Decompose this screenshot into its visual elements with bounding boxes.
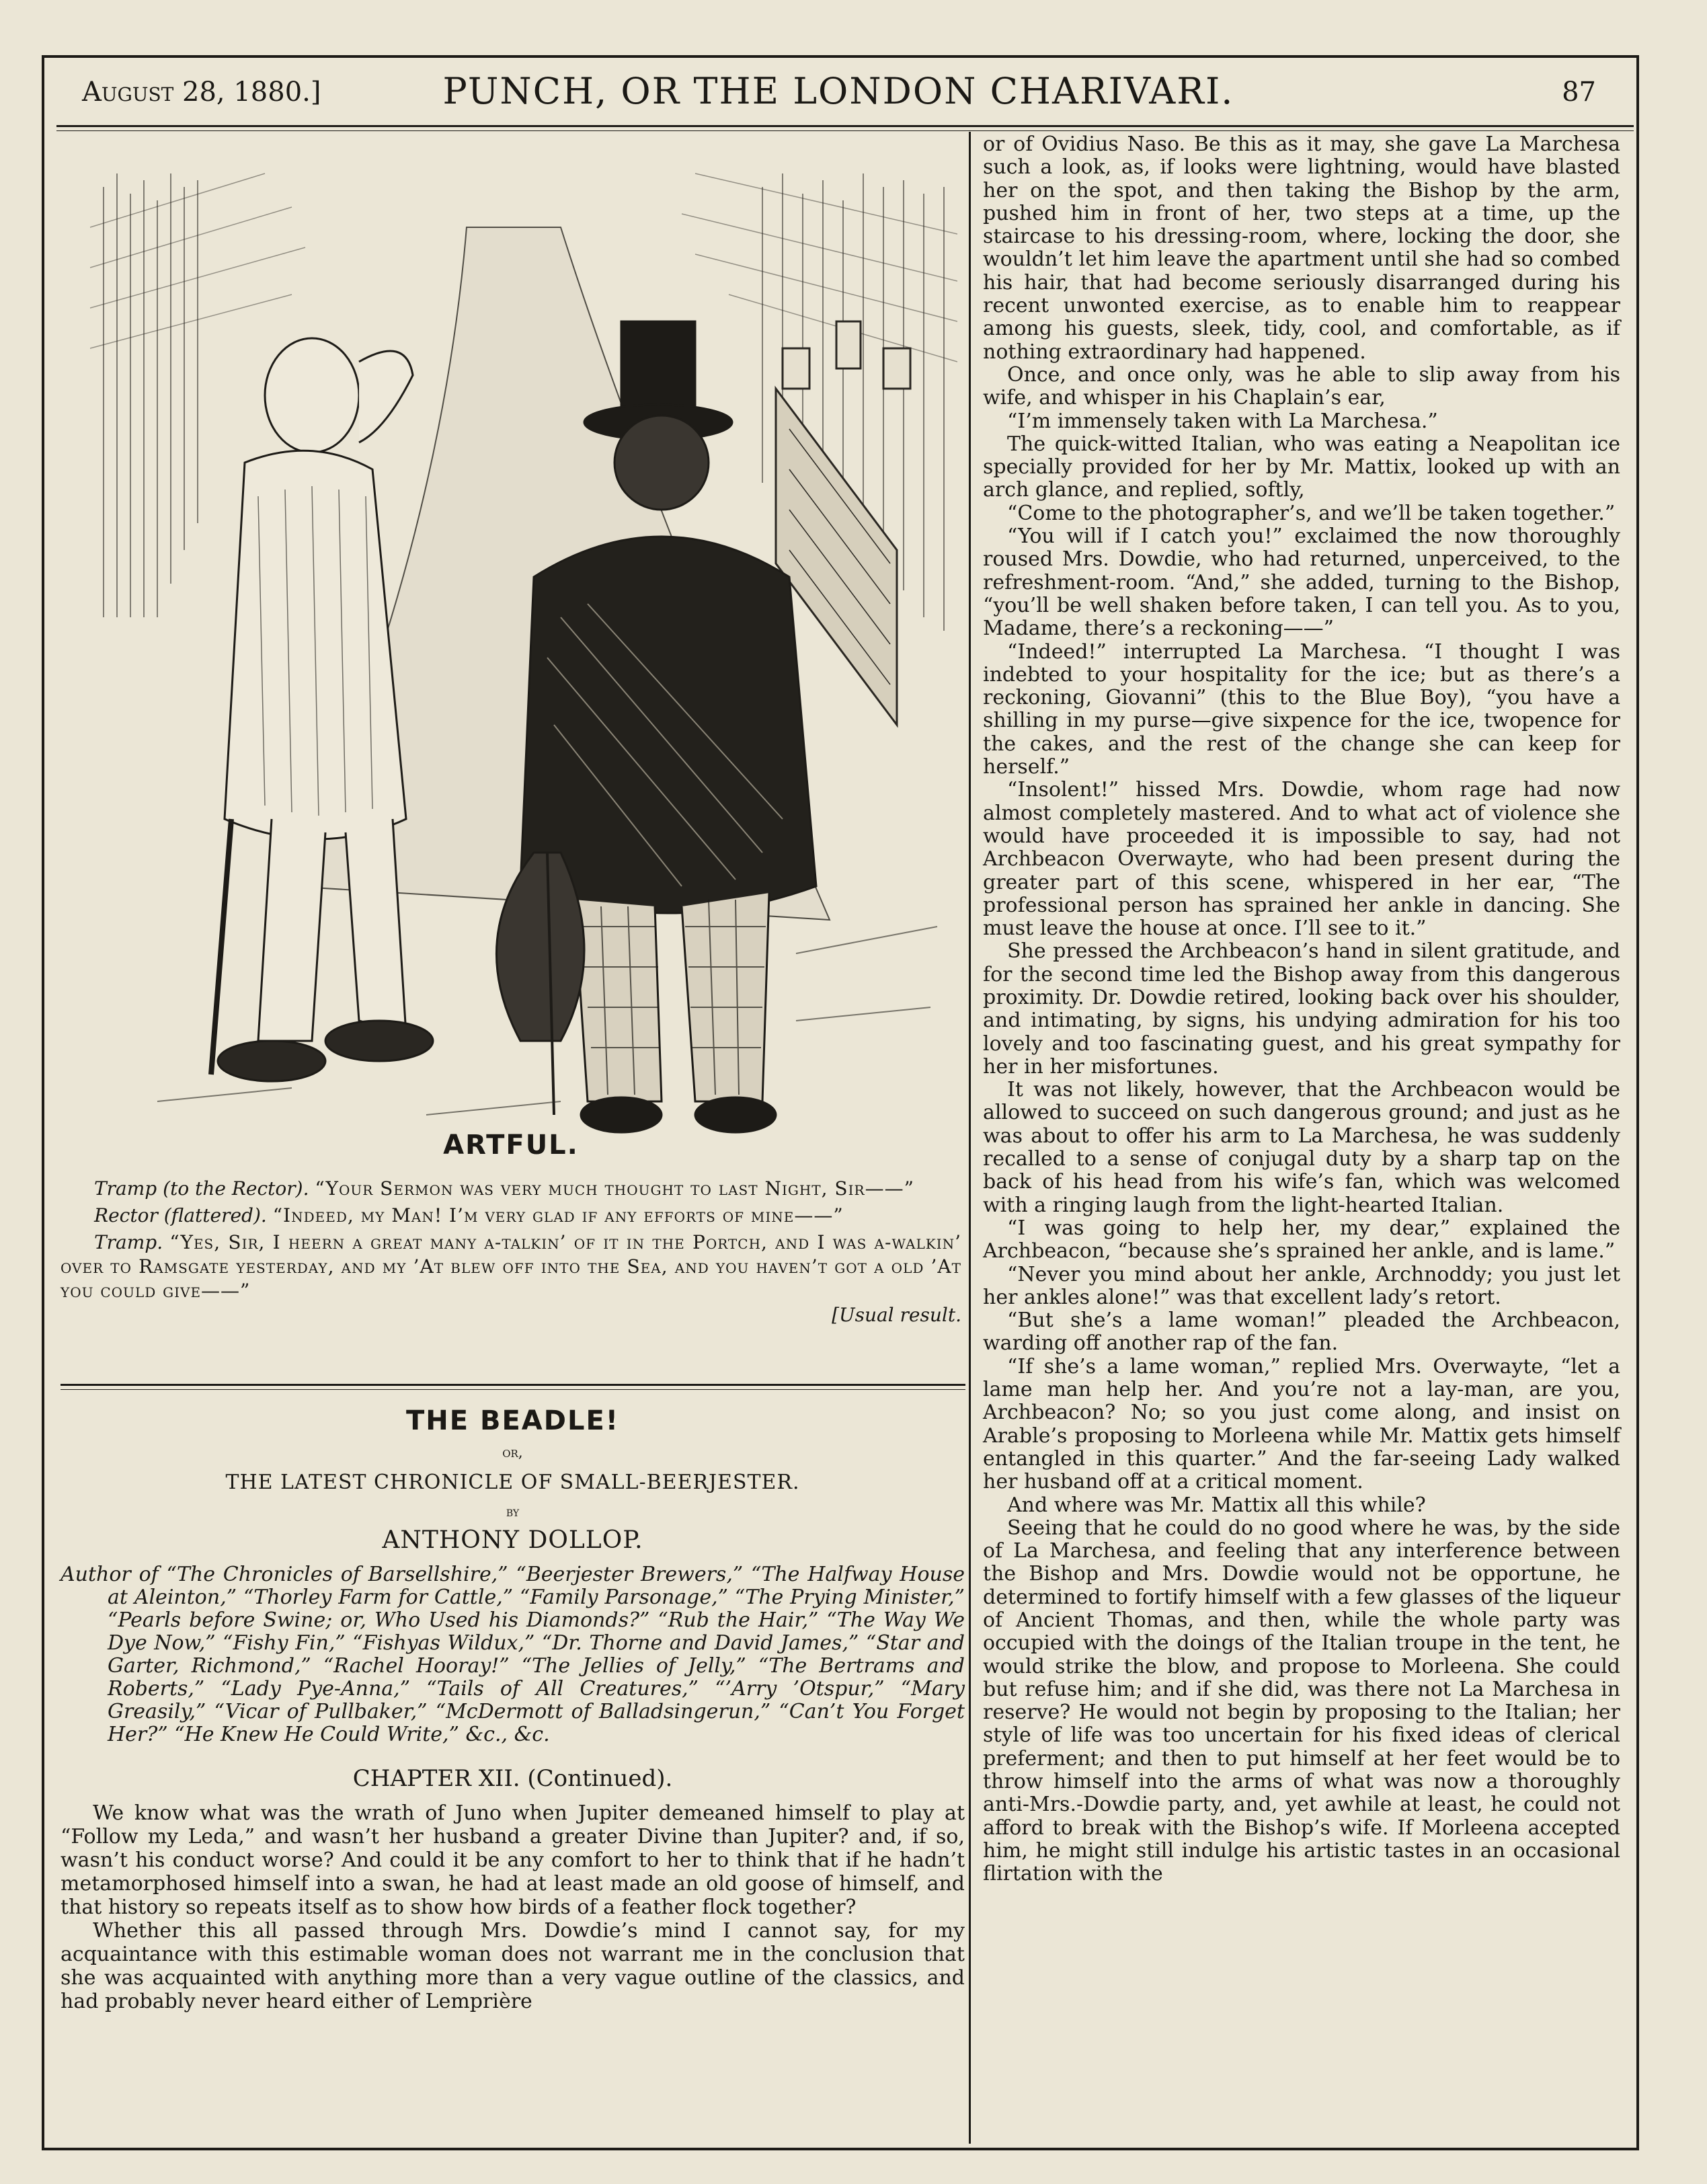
story-subtitle: THE LATEST CHRONICLE OF SMALL-BEERJESTER.	[225, 1471, 800, 1494]
header-rule-thin	[56, 130, 1634, 131]
paragraph: Seeing that he could do no good where he was, by the side of La Marchesa, and feeling that any interference between the Bishop and Mrs. Dowdie would not be opportune, he determined to fortify himself with a few glasses of the liqueur of Ancient Thomas, and then, while the whole party was occupied with the doings of the Italian troupe in the tent, he would strike the blow, and propose to Morleena. She could but refuse him; and if she did, was there not La Marchesa in reserve? He would not begin by proposing to the Italian; her style of life was too uncertain for his fixed ideas of clerical preferment; and then to put himself at her feet would be to throw himself into the arms of what was now a thoroughly anti-Mrs.-Dowdie party, and, yet awhile at least, he could not afford to break with the Bishop’s wife. If Morleena accepted him, he might still indulge his artistic tastes in an occasional flirtation with the	[983, 1516, 1620, 1886]
right-column	[983, 133, 1620, 1886]
stage-direction: (to the Rector).	[163, 1177, 309, 1200]
paragraph: “But she’s a lame woman!” pleaded the Archbeacon, warding off another rap of the fan.	[983, 1309, 1620, 1356]
story-author: ANTHONY DOLLOP.	[382, 1526, 643, 1554]
paragraph: “I was going to help her, my dear,” explained the Archbeacon, “because she’s sprained her ankle, and is lame.”	[983, 1216, 1620, 1263]
cartoon-illustration	[90, 147, 957, 1135]
section-rule-thin	[61, 1389, 965, 1390]
dialogue-text: “Your Sermon was very much thought to last Night, Sir——”	[315, 1177, 914, 1200]
paragraph: She pressed the Archbeacon’s hand in silent gratitude, and for the second time led the Bishop away from this dangerous proximity. Dr. Dowdie retired, looking back over his shoulder, and intimating, by signs, his undying admiration for his too lovely and too fascinating guest, and his great sympathy for her in her misfortunes.	[983, 939, 1620, 1079]
cartoon-caption	[61, 1177, 961, 1327]
paragraph: “Never you mind about her ankle, Archnoddy; you just let her ankles alone!” was that excellent lady’s retort.	[983, 1262, 1620, 1309]
paragraph: “Insolent!” hissed Mrs. Dowdie, whom rage had now almost completely mastered. And to what act of violence she would have proceeded it is impossible to say, had not Archbeacon Overwayte, who had been present during the greater part of this scene, whispered in her ear, “The professional person has sprained her ankle in dancing. She must leave the house at once. I’ll see to it.”	[983, 778, 1620, 941]
paragraph: “You will if I catch you!” exclaimed the now thoroughly roused Mrs. Dowdie, who had returned, unperceived, to the refreshment-room. “And,” she added, turning to the Bishop, “you’ll be well shaken before taken, I can tell you. As to you, Madame, there’s a reckoning——”	[983, 524, 1620, 641]
caption-line	[61, 1177, 961, 1201]
paragraph: We know what was the wrath of Juno when Jupiter demeaned himself to play at “Follow my Leda,” and wasn’t her husband a greater Divine than Jupiter? and, if so, wasn’t his conduct worse? And could it be any comfort to her to think that if he hadn’t metamorphosed himself into a swan, he had at least made an old goose of himself, and that history so repeats itself as to show how birds of a feather flock together?	[61, 1801, 965, 1919]
paragraph: “I’m immensely taken with La Marchesa.”	[1007, 409, 1438, 433]
speaker: Tramp	[94, 1177, 157, 1200]
page-number: 87	[1562, 77, 1596, 108]
speaker: Tramp.	[94, 1231, 163, 1253]
column-divider	[969, 132, 971, 2144]
story-body	[61, 1801, 965, 2013]
caption-note: [Usual result.	[832, 1304, 961, 1326]
story-by: by	[506, 1504, 520, 1520]
paragraph: Whether this all passed through Mrs. Dowdie’s mind I cannot say, for my acquaintance with this estimable woman does not warrant me in the conclusion that she was acquainted with anything more than a very vague outline of the classics, and had probably never heard either of Lemprière	[61, 1919, 965, 2013]
dialogue-text: “Yes, Sir, I heern a great many a-talkin’ of it in the Portch, and I was a-walkin’ over to Ramsgate yesterday, and my ’At blew off into the Sea, and you haven’t got a old ’At you could give——”	[61, 1231, 961, 1302]
issue-date: August 28, 1880.]	[82, 77, 321, 108]
caption-line	[61, 1204, 961, 1228]
dialogue-text: “Indeed, my Man! I’m very glad if any efforts of mine——”	[272, 1204, 844, 1226]
story-or: or,	[502, 1444, 523, 1461]
story-title: THE BEADLE!	[405, 1405, 620, 1436]
paragraph: “If she’s a lame woman,” replied Mrs. Overwayte, “let a lame man help her. And you’re not a lay-man, are you, Archbeacon? No; so you just come along, and insist on Arable’s proposing to Morleena while Mr. Mattix gets himself entangled in this quarter.” And the far-seeing Lady walked her husband off at a critical moment.	[983, 1354, 1620, 1494]
paragraph: It was not likely, however, that the Archbeacon would be allowed to succeed on such dangerous ground; and just as he was about to offer his arm to La Marchesa, he was suddenly recalled to a sense of conjugal duty by a sharp tap on the back of his head from his wife’s fan, which was welcomed with a ringing laugh from the light-hearted Italian.	[983, 1078, 1620, 1217]
paragraph: And where was Mr. Mattix all this while?	[1007, 1493, 1426, 1517]
speaker: Rector	[94, 1204, 158, 1226]
cartoon-title: ARTFUL.	[443, 1130, 579, 1161]
paragraph: “Come to the photographer’s, and we’ll be taken together.”	[1007, 501, 1616, 525]
caption-line	[61, 1231, 961, 1303]
paragraph: Once, and once only, was he able to slip away from his wife, and whisper in his Chaplain’s ear,	[983, 362, 1620, 410]
page-header	[48, 62, 1628, 124]
paragraph: The quick-witted Italian, who was eating a Neapolitan ice specially provided for her by Mr. Mattix, looked up with an arch glance, and replied, softly,	[983, 432, 1620, 502]
header-rule	[56, 125, 1634, 127]
chapter-heading: CHAPTER XII. (Continued).	[352, 1765, 673, 1792]
author-credits: Author of “The Chronicles of Barsellshire,” “Beerjester Brewers,” “The Halfway House at Aleinton,” “Thorley Farm for Cattle,” “Family Parsonage,” “The Prying Minister,” “Pearls before Swine; or, Who Used his Diamonds?” “Rub the Hair,” “The Way We Dye Now,” “Fishy Fin,” “Fishyas Wildux,” “Dr. Thorne and David James,” “Star and Garter, Richmond,” “Rachel Hooray!” “The Jellies of Jelly,” “The Bertrams and Roberts,” “Lady Pye-Anna,” “Tails of All Creatures,” “’Arry ’Otspur,” “Mary Greasily,” “Vicar of Pullbaker,” “McDermott of Balladsingerun,” “Can’t You Forget Her?” “He Knew He Could Write,” &c., &c.	[61, 1563, 965, 1746]
story-section	[61, 1405, 965, 2013]
masthead-title: PUNCH, OR THE LONDON CHARIVARI.	[442, 70, 1234, 112]
stage-direction: (flattered).	[163, 1204, 267, 1226]
paragraph: “Indeed!” interrupted La Marchesa. “I thought I was indebted to your hospitality for the ice; but as there’s a reckoning, Giovanni” (this to the Blue Boy), “you have a shilling in my purse—give sixpence for the ice, twopence for the cakes, and the rest of the change she can keep for herself.”	[983, 639, 1620, 779]
paragraph: or of Ovidius Naso. Be this as it may, she gave La Marchesa such a look, as, if looks were lightning, would have blasted her on the spot, and then taking the Bishop by the arm, pushed him in front of her, two steps at a time, up the staircase to his dressing-room, where, locking the door, she wouldn’t let him leave the apartment until she had so combed his hair, that had become seriously disarranged during his recent unwonted exercise, as to enable him to reappear among his guests, sleek, tidy, cool, and comfortable, as if nothing extraordinary had happened.	[983, 132, 1620, 364]
section-rule	[61, 1384, 965, 1386]
